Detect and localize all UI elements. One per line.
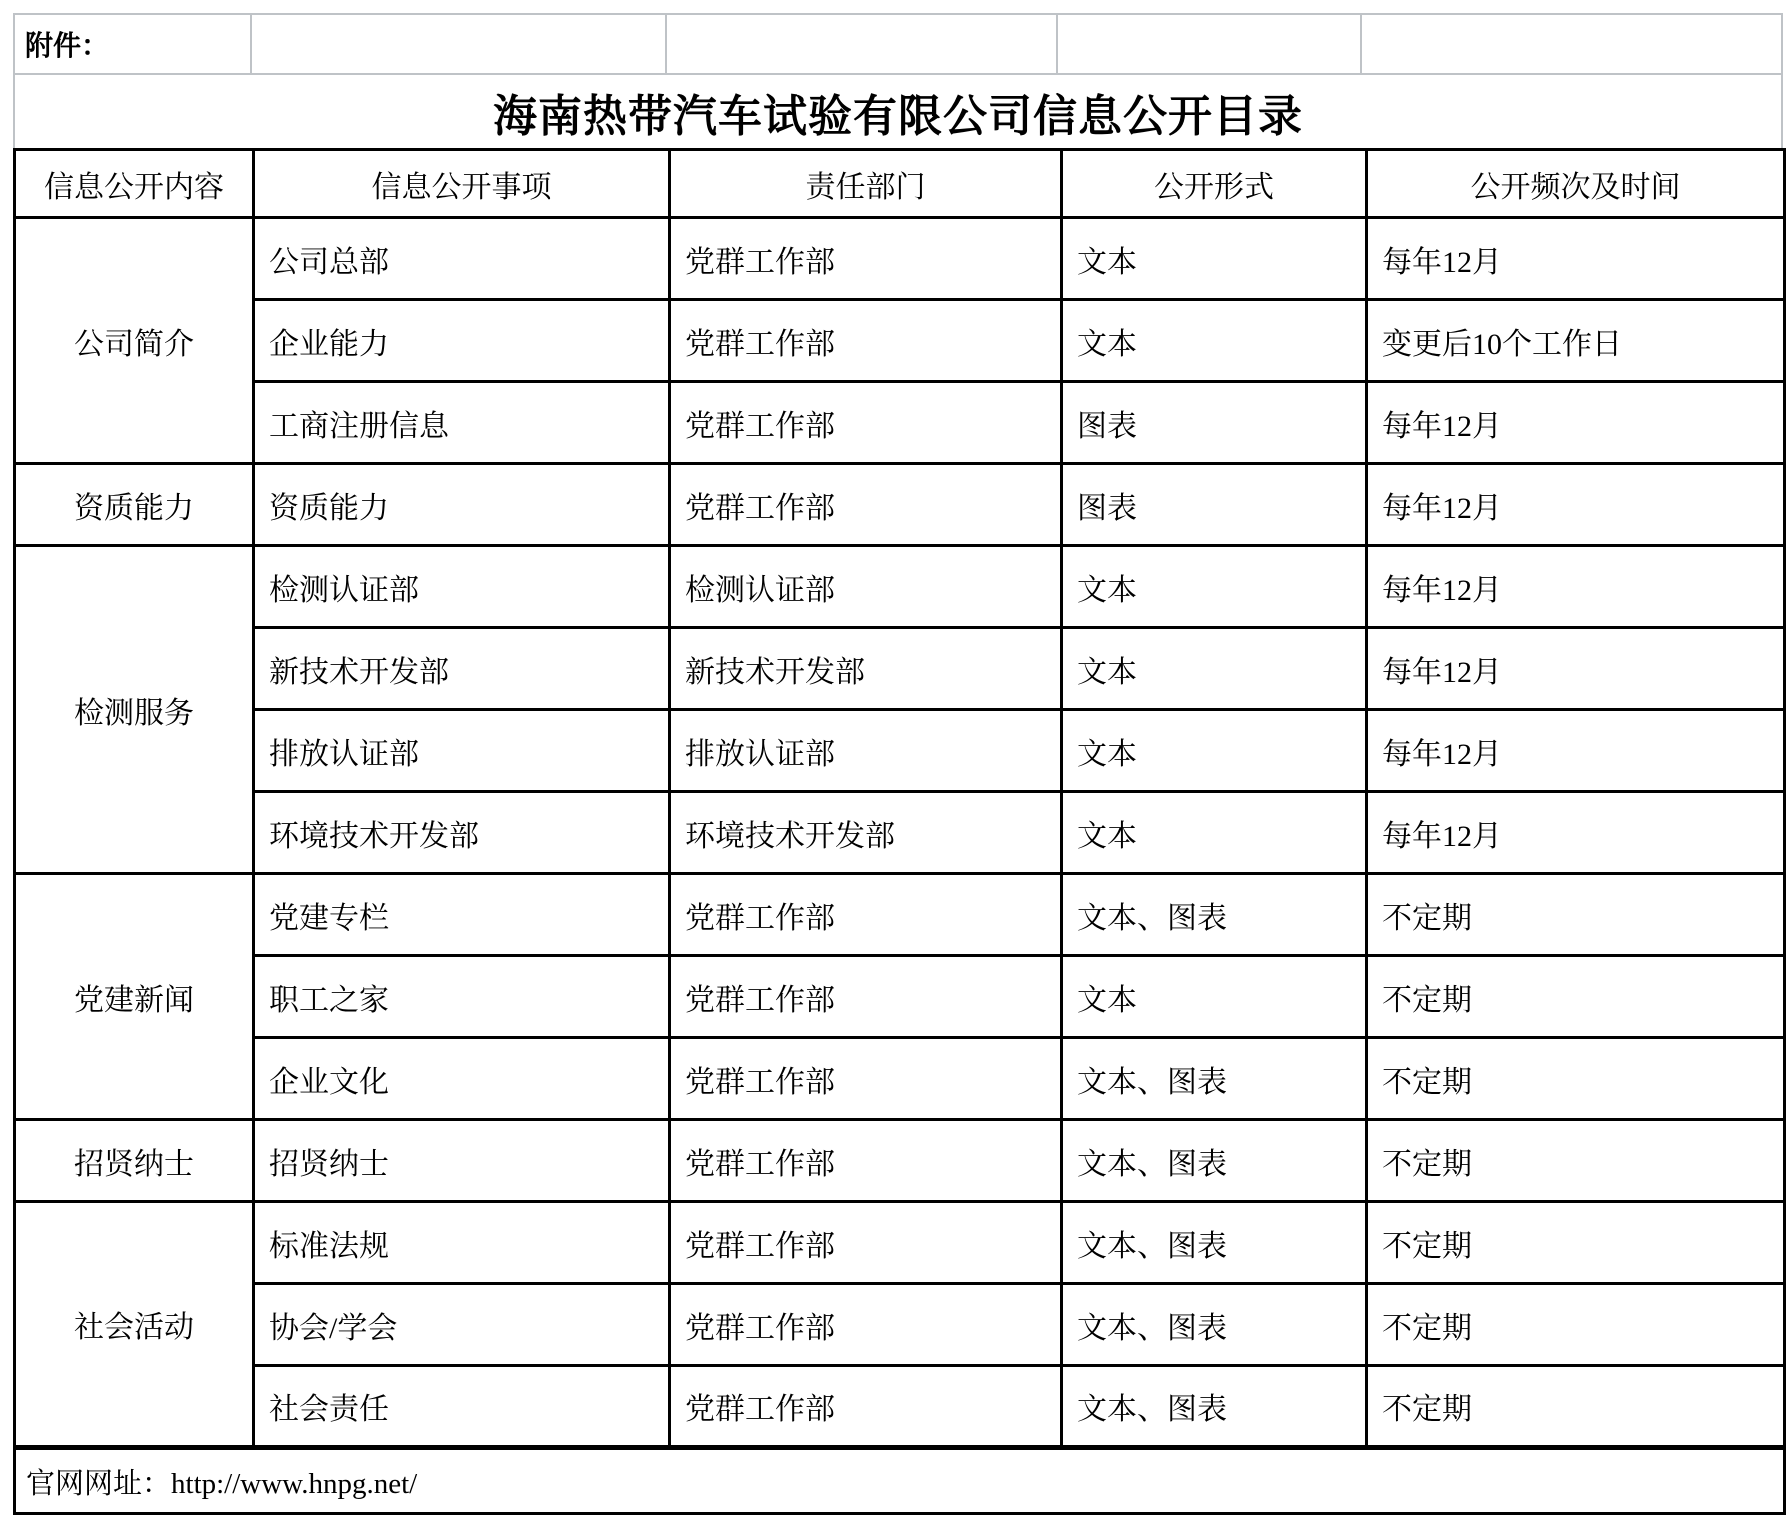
table-footer [15,1448,1785,1514]
empty-grid-cell [252,15,667,73]
category-cell: 招贤纳士 [15,1120,254,1202]
header-department: 责任部门 [670,150,1062,218]
empty-grid-cell [667,15,1058,73]
department-cell: 党群工作部 [670,874,1062,956]
format-cell: 文本、图表 [1062,1366,1367,1448]
header-content: 信息公开内容 [15,150,254,218]
format-cell: 图表 [1062,382,1367,464]
frequency-cell: 不定期 [1367,1120,1785,1202]
table-row [15,382,1785,464]
item-cell: 企业文化 [254,1038,670,1120]
frequency-cell: 不定期 [1367,1038,1785,1120]
format-cell: 文本 [1062,792,1367,874]
attachment-cell [15,15,252,73]
table-row [15,1202,1785,1284]
department-cell: 党群工作部 [670,218,1062,300]
frequency-cell: 每年12月 [1367,710,1785,792]
department-cell: 检测认证部 [670,546,1062,628]
frequency-cell: 变更后10个工作日 [1367,300,1785,382]
category-cell: 公司简介 [15,218,254,464]
category-cell: 资质能力 [15,464,254,546]
empty-grid-cell [1058,15,1362,73]
department-cell: 党群工作部 [670,956,1062,1038]
item-cell: 排放认证部 [254,710,670,792]
department-cell: 排放认证部 [670,710,1062,792]
table-row [15,1120,1785,1202]
format-cell: 文本 [1062,218,1367,300]
format-cell: 文本、图表 [1062,1202,1367,1284]
format-cell: 文本、图表 [1062,1120,1367,1202]
info-disclosure-table [13,148,1786,1515]
frequency-cell: 每年12月 [1367,382,1785,464]
table-row [15,546,1785,628]
department-cell: 党群工作部 [670,1366,1062,1448]
frequency-cell: 不定期 [1367,956,1785,1038]
format-cell: 文本、图表 [1062,1038,1367,1120]
table-row [15,792,1785,874]
department-cell: 党群工作部 [670,464,1062,546]
department-cell: 党群工作部 [670,1284,1062,1366]
header-item: 信息公开事项 [254,150,670,218]
table-header [15,150,1785,218]
item-cell: 新技术开发部 [254,628,670,710]
table-row [15,628,1785,710]
header-frequency: 公开频次及时间 [1367,150,1785,218]
table-row [15,710,1785,792]
website-label: 官网网址： [26,1467,172,1500]
table-row [15,956,1785,1038]
item-cell: 企业能力 [254,300,670,382]
department-cell: 党群工作部 [670,1120,1062,1202]
department-cell: 党群工作部 [670,382,1062,464]
department-cell: 环境技术开发部 [670,792,1062,874]
format-cell: 文本 [1062,710,1367,792]
item-cell: 标准法规 [254,1202,670,1284]
frequency-cell: 每年12月 [1367,628,1785,710]
item-cell: 检测认证部 [254,546,670,628]
item-cell: 资质能力 [254,464,670,546]
header-format: 公开形式 [1062,150,1367,218]
table-row [15,1284,1785,1366]
frequency-cell: 不定期 [1367,1366,1785,1448]
category-cell: 检测服务 [15,546,254,874]
document-title: 海南热带汽车试验有限公司信息公开目录 [493,91,1303,141]
item-cell: 社会责任 [254,1366,670,1448]
attachment-row [15,15,1781,75]
department-cell: 党群工作部 [670,1202,1062,1284]
format-cell: 文本 [1062,300,1367,382]
category-cell: 党建新闻 [15,874,254,1120]
frequency-cell: 每年12月 [1367,218,1785,300]
footer-row [15,1448,1785,1514]
item-cell: 工商注册信息 [254,382,670,464]
format-cell: 文本 [1062,546,1367,628]
table-row [15,1038,1785,1120]
frequency-cell: 不定期 [1367,1202,1785,1284]
format-cell: 图表 [1062,464,1367,546]
title-row [15,75,1781,148]
table-row [15,218,1785,300]
table-row [15,874,1785,956]
empty-grid-cell [1362,15,1781,73]
top-grid-area [13,13,1783,148]
website-url: http://www.hnpg.net/ [171,1467,418,1500]
table-row [15,464,1785,546]
format-cell: 文本、图表 [1062,1284,1367,1366]
item-cell: 招贤纳士 [254,1120,670,1202]
item-cell: 职工之家 [254,956,670,1038]
department-cell: 党群工作部 [670,1038,1062,1120]
table-row [15,1366,1785,1448]
format-cell: 文本 [1062,956,1367,1038]
frequency-cell: 每年12月 [1367,464,1785,546]
format-cell: 文本、图表 [1062,874,1367,956]
table-row [15,300,1785,382]
attachment-label: 附件： [25,30,110,61]
frequency-cell: 不定期 [1367,874,1785,956]
department-cell: 新技术开发部 [670,628,1062,710]
header-row [15,150,1785,218]
item-cell: 环境技术开发部 [254,792,670,874]
frequency-cell: 每年12月 [1367,546,1785,628]
item-cell: 协会/学会 [254,1284,670,1366]
department-cell: 党群工作部 [670,300,1062,382]
format-cell: 文本 [1062,628,1367,710]
website-cell [15,1448,1785,1514]
frequency-cell: 不定期 [1367,1284,1785,1366]
item-cell: 公司总部 [254,218,670,300]
item-cell: 党建专栏 [254,874,670,956]
category-cell: 社会活动 [15,1202,254,1448]
frequency-cell: 每年12月 [1367,792,1785,874]
table-body [15,218,1785,1448]
